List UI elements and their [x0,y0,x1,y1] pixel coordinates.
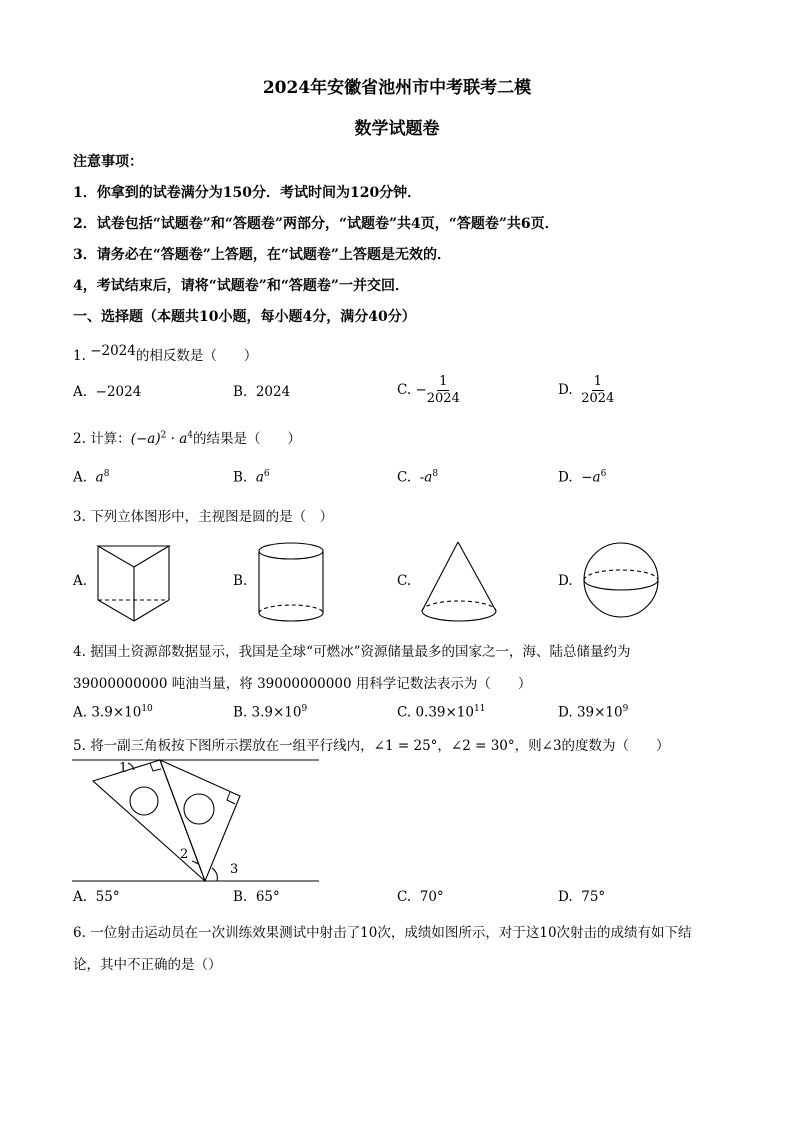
q1-option-b[interactable]: B. 2024 [233,384,291,400]
question-5-stem: 5. 将一副三角板按下图所示摆放在一组平行线内，∠1 = 25°，∠2 = 30°，则∠3的度数为（ ） [73,738,670,754]
stem-text: 的相反数是（ ） [135,348,258,364]
question-6-stem-line1: 6. 一位射击运动员在一次训练效果测试中射击了10次，成绩如图所示，对于这10次射击的成绩有如下结 [73,925,692,941]
q3-option-c[interactable]: C. [397,573,412,589]
q5-option-c[interactable]: C. 70° [397,889,444,905]
question-4-stem-line2: 39000000000 吨油当量，将 39000000000 用科学记数法表示为（ ） [73,676,532,692]
q1-option-a[interactable]: A. −2024 [73,384,142,400]
note-item-2: 2．试卷包括“试题卷”和“答题卷”两部分，“试题卷”共4页，“答题卷”共6页． [73,216,559,232]
cylinder-figure [257,541,327,626]
q5-option-b[interactable]: B. 65° [233,889,280,905]
q2-option-c[interactable]: C. $-a^8$ [397,469,439,486]
note-item-3: 3．请务必在“答题卷”上答题，在“试题卷”上答题是无效的． [73,247,451,263]
angle-3-label: 3 [230,862,239,877]
question-4-stem-line1: 4. 据国土资源部数据显示，我国是全球“可燃冰”资源储量最多的国家之一，海、陆总储量约为 [73,644,631,660]
q2-option-a[interactable]: A. $a^8$ [73,469,110,486]
notes-heading: 注意事项： [73,154,143,170]
q3-option-b[interactable]: B. [233,573,248,589]
q1-option-d[interactable]: D. $\frac{1}{2024}$ [558,374,615,406]
q5-option-d[interactable]: D. 75° [558,889,606,905]
note-item-1: 1．你拿到的试卷满分为150分．考试时间为120分钟． [73,185,422,201]
q3-option-a[interactable]: A. [73,573,88,589]
question-6-stem-line2: 论，其中不正确的是（） [73,957,222,973]
angle-1-label: 1 [119,761,128,776]
question-1-stem [73,344,257,364]
triangular-prism-figure [95,543,175,633]
triangle-rulers-figure [72,758,322,886]
cone-figure [420,540,500,625]
exam-title: 2024年安徽省池州市中考联考二模 [262,78,532,98]
q4-option-c[interactable]: C. $0.39\times 10^{11}$ [397,704,486,721]
fraction: $\frac{1}{2024}$ [426,374,460,406]
note-item-4: 4，考试结束后，请将“试题卷”和“答题卷”一并交回． [73,278,409,294]
fraction: $\frac{1}{2024}$ [581,374,615,406]
expression: (−a) [130,431,161,447]
angle-2-label: 2 [180,847,189,862]
q4-option-d[interactable]: D. $39\times 10^9$ [558,704,629,721]
question-3-stem: 3. 下列立体图形中，主视图是圆的是（ ） [73,509,334,525]
q5-option-a[interactable]: A. 55° [73,889,120,905]
expression: −2024 [90,343,136,359]
question-number: 1. [73,348,86,364]
sphere-figure [583,542,663,622]
q4-option-a[interactable]: A. $3.9\times 10^{10}$ [73,704,153,721]
q4-option-b[interactable]: B. $3.9\times 10^9$ [233,704,308,721]
section-heading: 一、选择题（本题共10小题，每小题4分，满分40分） [73,309,416,325]
q2-option-d[interactable]: D. $-a^6$ [558,469,607,486]
exam-subtitle: 数学试题卷 [354,119,440,139]
q2-option-b[interactable]: B. $a^6$ [233,469,270,486]
q1-option-c[interactable]: C. − $\frac{1}{2024}$ [397,374,460,406]
q3-option-d[interactable]: D. [558,573,573,589]
question-2-stem: 2. 计算：$(-a)^2 \cdot a^4$的结果是（ ） [73,430,302,447]
